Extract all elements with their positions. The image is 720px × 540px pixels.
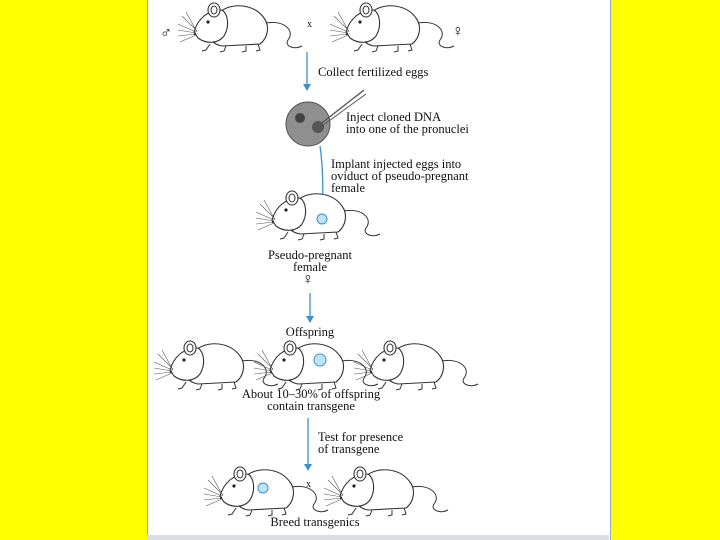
offspring-mouse-3 [354, 341, 478, 390]
fertilized-egg [286, 102, 330, 146]
mate-mouse [324, 467, 448, 516]
breed-transgenics-label: Breed transgenics [270, 515, 360, 529]
arrow-collect-eggs [303, 52, 311, 91]
offspring-label: Offspring [285, 325, 335, 339]
female-symbol-pseudo: ♀ [302, 271, 314, 288]
test-transgene-label: Test for presence of transgene [318, 430, 404, 456]
transgenic-mouse-breeder [204, 467, 328, 516]
inject-dna-label: Inject cloned DNA into one of the pronuclei [346, 110, 469, 136]
female-parent-mouse [330, 3, 454, 52]
pseudo-pregnant-label: Pseudo-pregnant female [267, 248, 352, 274]
male-parent-mouse [178, 3, 302, 52]
cross-symbol-top: x [307, 19, 312, 30]
offspring-mouse-1 [154, 341, 278, 390]
male-symbol: ♂ [160, 25, 172, 42]
arrow-test-transgene [304, 418, 312, 471]
pseudo-pregnant-mouse [256, 191, 380, 240]
female-symbol-top: ♀ [452, 23, 464, 40]
cross-symbol-bottom: x [306, 479, 311, 490]
implant-eggs-label: Implant injected eggs into oviduct of pseudo-pregnant female [331, 157, 469, 195]
transgene-percentage-label: About 10–30% of offspring contain transgene [241, 387, 381, 413]
offspring-mouse-transgenic [254, 341, 378, 390]
collect-eggs-label: Collect fertilized eggs [318, 65, 429, 79]
arrow-offspring [306, 293, 314, 323]
